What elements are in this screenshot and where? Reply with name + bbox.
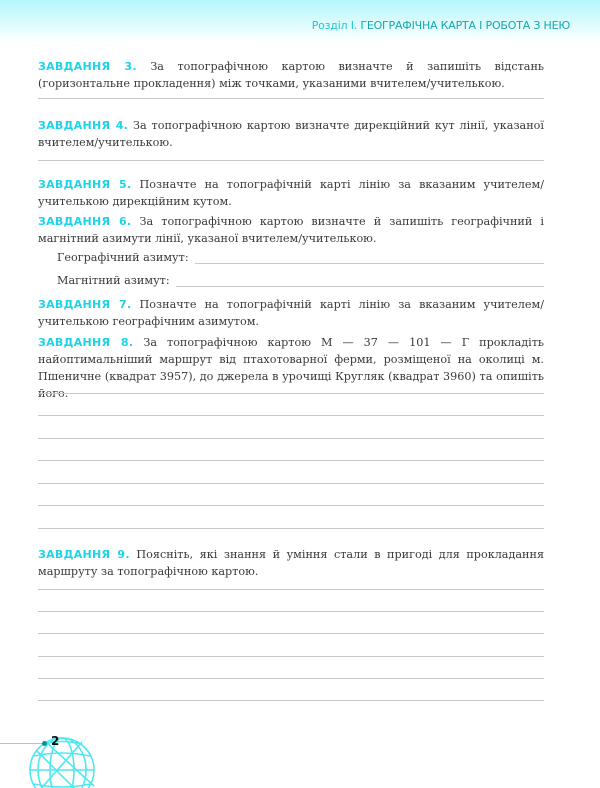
section-title: ГЕОГРАФІЧНА КАРТА І РОБОТА З НЕЮ — [360, 19, 570, 32]
task-9 — [38, 546, 544, 580]
task-4 — [38, 117, 544, 151]
answer-line[interactable] — [195, 251, 544, 264]
answer-line[interactable] — [38, 438, 544, 439]
task-text: За топографічною картою визначте й запишіть відстань (горизонтальне прокладення) між точками, указаними вчителем/учителькою. — [38, 60, 544, 90]
task-6 — [38, 213, 544, 247]
task-label: ЗАВДАННЯ 8. — [38, 336, 134, 349]
task-label: ЗАВДАННЯ 5. — [38, 178, 132, 191]
task-3 — [38, 58, 544, 92]
answer-line[interactable] — [38, 460, 544, 461]
answer-line[interactable] — [38, 393, 544, 394]
task-label: ЗАВДАННЯ 7. — [38, 298, 132, 311]
answer-line[interactable] — [38, 528, 544, 529]
task-7 — [38, 296, 544, 330]
answer-line[interactable] — [38, 611, 544, 612]
footer-rule — [0, 743, 44, 744]
task-label: ЗАВДАННЯ 3. — [38, 60, 137, 73]
answer-line[interactable] — [38, 589, 544, 590]
task-text: Поясніть, які знання й уміння стали в пригоді для прокладання маршруту за топографічною картою. — [38, 548, 544, 578]
task-label: ЗАВДАННЯ 4. — [38, 119, 129, 132]
answer-line[interactable] — [176, 274, 544, 287]
geographic-azimuth-field[interactable] — [57, 251, 544, 264]
answer-line[interactable] — [38, 505, 544, 506]
answer-line[interactable] — [38, 633, 544, 634]
answer-line[interactable] — [38, 160, 544, 161]
task-label: ЗАВДАННЯ 9. — [38, 548, 130, 561]
field-label: Географічний азимут: — [57, 251, 189, 264]
running-header — [312, 19, 570, 32]
task-5 — [38, 176, 544, 210]
page-number: 2 — [51, 734, 60, 748]
task-text: За топографічною картою визначте й запишіть географічний і магнітний азимути лінії, указаної вчителем/учителькою. — [38, 215, 544, 245]
task-text: Позначте на топографічній карті лінію за вказаним учителем/учителькою географічним азимутом. — [38, 298, 544, 328]
answer-line[interactable] — [38, 483, 544, 484]
answer-line[interactable] — [38, 656, 544, 657]
footer-dot — [42, 741, 47, 746]
field-label: Магнітний азимут: — [57, 274, 170, 287]
magnetic-azimuth-field[interactable] — [57, 274, 544, 287]
task-text: За топографічною картою М — 37 — 101 — Г прокладіть найоптимальніший маршрут від птахотоварної ферми, розміщеної на околиці м. Пшеничне (квадрат 3957), до джерела в урочищі Кругляк (квадрат 3960) та опишіть його. — [38, 336, 544, 400]
task-8 — [38, 334, 544, 402]
answer-line[interactable] — [38, 700, 544, 701]
globe-icon — [22, 728, 102, 788]
task-label: ЗАВДАННЯ 6. — [38, 215, 132, 228]
task-text: За топографічною картою визначте дирекційний кут лінії, указаної вчителем/учителькою. — [38, 119, 544, 149]
section-label: Розділ І. — [311, 19, 358, 32]
task-text: Позначте на топографічній карті лінію за вказаним учителем/учителькою дирекційним кутом. — [38, 178, 544, 208]
answer-line[interactable] — [38, 415, 544, 416]
answer-line[interactable] — [38, 678, 544, 679]
answer-line[interactable] — [38, 98, 544, 99]
